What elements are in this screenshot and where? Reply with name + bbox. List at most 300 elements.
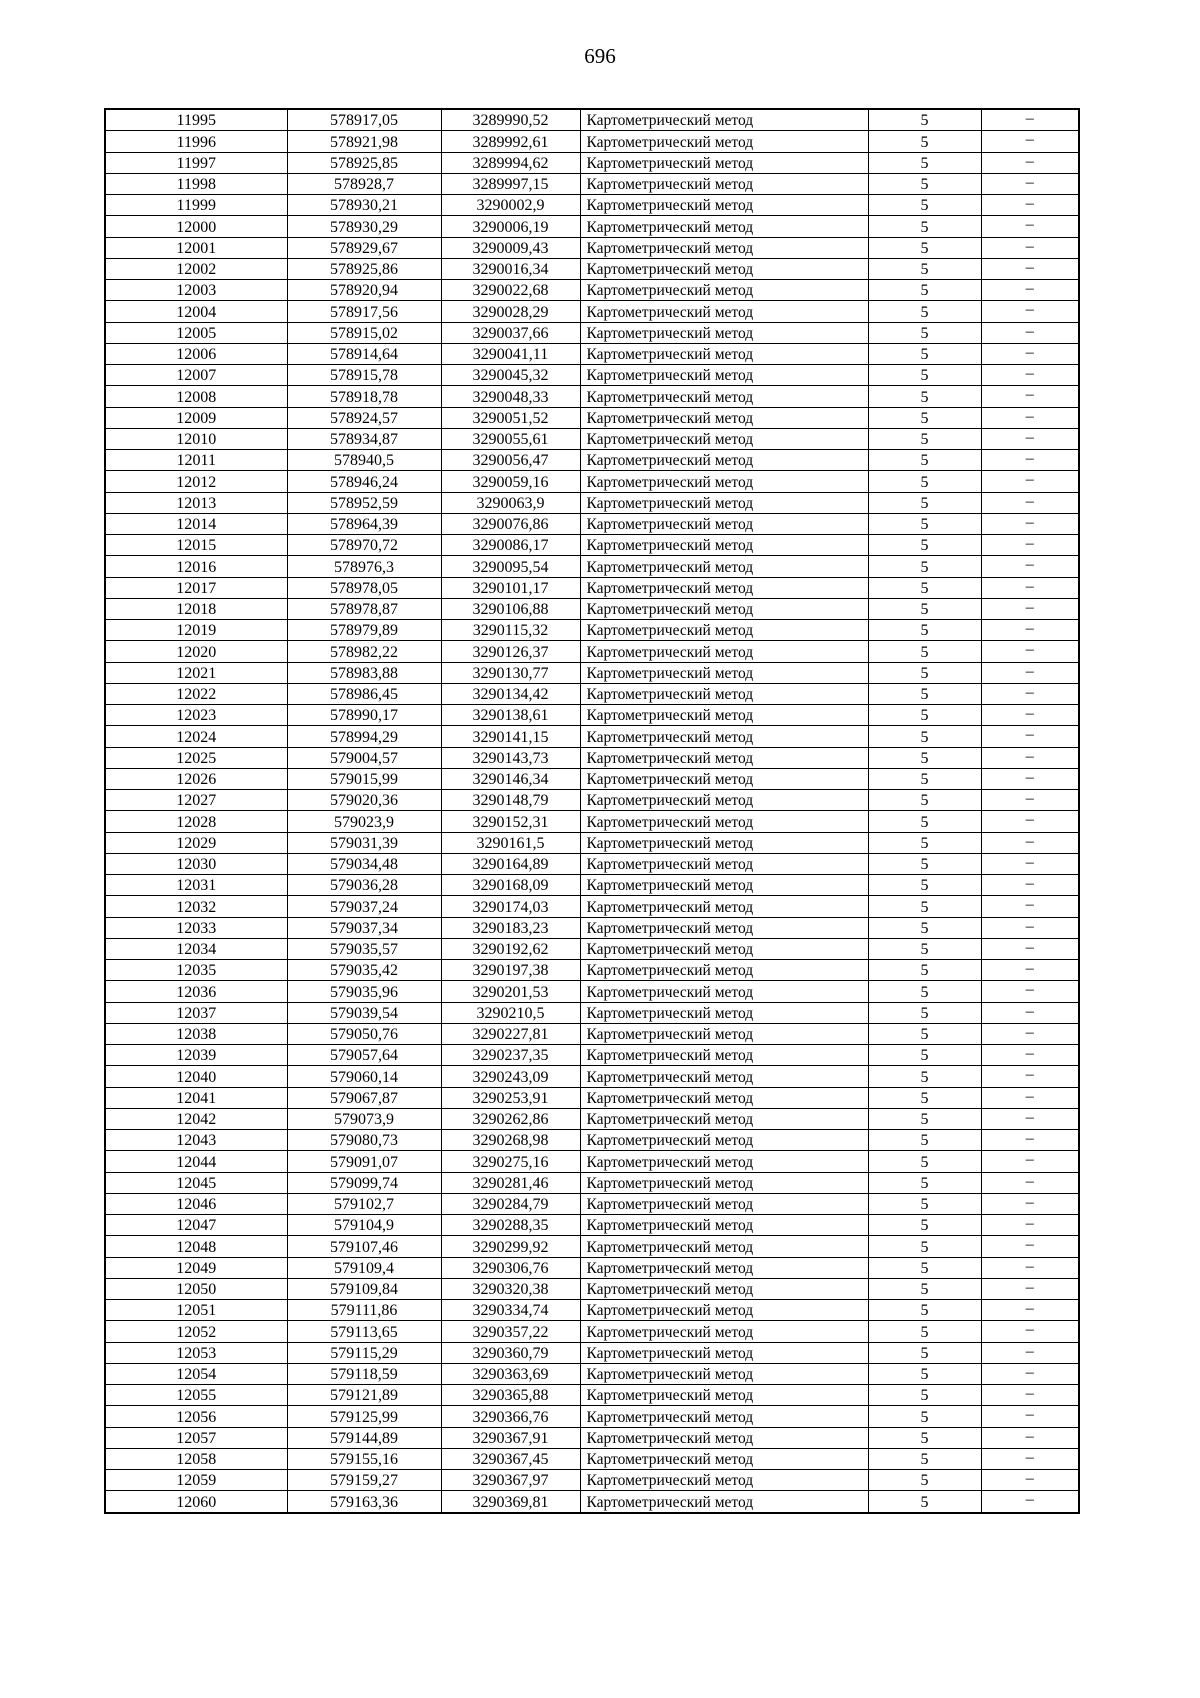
accuracy-cell: 5 — [868, 641, 981, 662]
point-number-cell: 12052 — [105, 1321, 287, 1342]
y-coordinate-cell: 3290101,17 — [441, 577, 580, 598]
table-row — [105, 641, 1079, 662]
x-coordinate-cell: 578964,39 — [287, 513, 441, 534]
point-number-cell: 12016 — [105, 556, 287, 577]
method-cell: Картометрический метод — [580, 1300, 868, 1321]
x-coordinate-cell: 578920,94 — [287, 280, 441, 301]
y-coordinate-cell: 3290141,15 — [441, 726, 580, 747]
accuracy-cell: 5 — [868, 407, 981, 428]
y-coordinate-cell: 3290138,61 — [441, 705, 580, 726]
y-coordinate-cell: 3290320,38 — [441, 1278, 580, 1299]
table-row — [105, 1045, 1079, 1066]
accuracy-cell: 5 — [868, 896, 981, 917]
method-cell: Картометрический метод — [580, 1215, 868, 1236]
method-cell: Картометрический метод — [580, 1427, 868, 1448]
note-cell: – — [981, 1278, 1079, 1299]
y-coordinate-cell: 3290028,29 — [441, 301, 580, 322]
y-coordinate-cell: 3290243,09 — [441, 1066, 580, 1087]
table-row — [105, 343, 1079, 364]
method-cell: Картометрический метод — [580, 938, 868, 959]
page-number: 696 — [584, 44, 616, 68]
y-coordinate-cell: 3289990,52 — [441, 109, 580, 131]
method-cell: Картометрический метод — [580, 811, 868, 832]
x-coordinate-cell: 578930,21 — [287, 195, 441, 216]
table-row — [105, 237, 1079, 258]
table-row — [105, 1385, 1079, 1406]
note-cell: – — [981, 683, 1079, 704]
y-coordinate-cell: 3290161,5 — [441, 832, 580, 853]
table-row — [105, 1321, 1079, 1342]
point-number-cell: 12018 — [105, 598, 287, 619]
point-number-cell: 12031 — [105, 875, 287, 896]
y-coordinate-cell: 3290363,69 — [441, 1363, 580, 1384]
note-cell: – — [981, 1172, 1079, 1193]
x-coordinate-cell: 579144,89 — [287, 1427, 441, 1448]
point-number-cell: 12046 — [105, 1193, 287, 1214]
note-cell: – — [981, 513, 1079, 534]
table-row — [105, 131, 1079, 152]
y-coordinate-cell: 3290192,62 — [441, 938, 580, 959]
table-row — [105, 811, 1079, 832]
y-coordinate-cell: 3290016,34 — [441, 258, 580, 279]
point-number-cell: 12009 — [105, 407, 287, 428]
x-coordinate-cell: 578952,59 — [287, 492, 441, 513]
accuracy-cell: 5 — [868, 492, 981, 513]
table-row — [105, 152, 1079, 173]
y-coordinate-cell: 3290009,43 — [441, 237, 580, 258]
x-coordinate-cell: 578918,78 — [287, 386, 441, 407]
y-coordinate-cell: 3290369,81 — [441, 1491, 580, 1513]
accuracy-cell: 5 — [868, 152, 981, 173]
y-coordinate-cell: 3290048,33 — [441, 386, 580, 407]
x-coordinate-cell: 578990,17 — [287, 705, 441, 726]
table-row — [105, 1363, 1079, 1384]
table-row — [105, 1257, 1079, 1278]
point-number-cell: 12022 — [105, 683, 287, 704]
table-row — [105, 747, 1079, 768]
x-coordinate-cell: 578978,87 — [287, 598, 441, 619]
method-cell: Картометрический метод — [580, 790, 868, 811]
point-number-cell: 12030 — [105, 853, 287, 874]
accuracy-cell: 5 — [868, 195, 981, 216]
point-number-cell: 11999 — [105, 195, 287, 216]
y-coordinate-cell: 3290367,97 — [441, 1470, 580, 1491]
point-number-cell: 12020 — [105, 641, 287, 662]
x-coordinate-cell: 579109,4 — [287, 1257, 441, 1278]
method-cell: Картометрический метод — [580, 683, 868, 704]
table-row — [105, 301, 1079, 322]
note-cell: – — [981, 1193, 1079, 1214]
x-coordinate-cell: 579155,16 — [287, 1448, 441, 1469]
note-cell: – — [981, 258, 1079, 279]
method-cell: Картометрический метод — [580, 853, 868, 874]
method-cell: Картометрический метод — [580, 1385, 868, 1406]
accuracy-cell: 5 — [868, 1045, 981, 1066]
accuracy-cell: 5 — [868, 1491, 981, 1513]
method-cell: Картометрический метод — [580, 1066, 868, 1087]
method-cell: Картометрический метод — [580, 386, 868, 407]
method-cell: Картометрический метод — [580, 1023, 868, 1044]
y-coordinate-cell: 3290037,66 — [441, 322, 580, 343]
x-coordinate-cell: 578976,3 — [287, 556, 441, 577]
y-coordinate-cell: 3290334,74 — [441, 1300, 580, 1321]
table-row — [105, 471, 1079, 492]
y-coordinate-cell: 3290366,76 — [441, 1406, 580, 1427]
point-number-cell: 12011 — [105, 450, 287, 471]
point-number-cell: 12040 — [105, 1066, 287, 1087]
y-coordinate-cell: 3290143,73 — [441, 747, 580, 768]
note-cell: – — [981, 620, 1079, 641]
method-cell: Картометрический метод — [580, 662, 868, 683]
x-coordinate-cell: 579057,64 — [287, 1045, 441, 1066]
point-number-cell: 12039 — [105, 1045, 287, 1066]
accuracy-cell: 5 — [868, 726, 981, 747]
method-cell: Картометрический метод — [580, 875, 868, 896]
accuracy-cell: 5 — [868, 705, 981, 726]
y-coordinate-cell: 3290086,17 — [441, 535, 580, 556]
note-cell: – — [981, 1215, 1079, 1236]
method-cell: Картометрический метод — [580, 280, 868, 301]
table-row — [105, 1491, 1079, 1513]
x-coordinate-cell: 578914,64 — [287, 343, 441, 364]
table-row — [105, 365, 1079, 386]
note-cell: – — [981, 450, 1079, 471]
y-coordinate-cell: 3290284,79 — [441, 1193, 580, 1214]
table-row — [105, 875, 1079, 896]
accuracy-cell: 5 — [868, 365, 981, 386]
table-row — [105, 705, 1079, 726]
accuracy-cell: 5 — [868, 1321, 981, 1342]
accuracy-cell: 5 — [868, 981, 981, 1002]
point-number-cell: 12003 — [105, 280, 287, 301]
method-cell: Картометрический метод — [580, 981, 868, 1002]
table-row — [105, 981, 1079, 1002]
method-cell: Картометрический метод — [580, 1087, 868, 1108]
point-number-cell: 12007 — [105, 365, 287, 386]
point-number-cell: 12058 — [105, 1448, 287, 1469]
note-cell: – — [981, 811, 1079, 832]
method-cell: Картометрический метод — [580, 1342, 868, 1363]
method-cell: Картометрический метод — [580, 1406, 868, 1427]
y-coordinate-cell: 3290152,31 — [441, 811, 580, 832]
accuracy-cell: 5 — [868, 1108, 981, 1129]
method-cell: Картометрический метод — [580, 1151, 868, 1172]
table-row — [105, 1193, 1079, 1214]
table-row — [105, 216, 1079, 237]
x-coordinate-cell: 579035,57 — [287, 938, 441, 959]
x-coordinate-cell: 579109,84 — [287, 1278, 441, 1299]
note-cell: – — [981, 1406, 1079, 1427]
point-number-cell: 12000 — [105, 216, 287, 237]
accuracy-cell: 5 — [868, 1448, 981, 1469]
table-row — [105, 1236, 1079, 1257]
method-cell: Картометрический метод — [580, 407, 868, 428]
x-coordinate-cell: 578915,78 — [287, 365, 441, 386]
table-row — [105, 662, 1079, 683]
y-coordinate-cell: 3290367,45 — [441, 1448, 580, 1469]
note-cell: – — [981, 1257, 1079, 1278]
note-cell: – — [981, 1087, 1079, 1108]
y-coordinate-cell: 3290168,09 — [441, 875, 580, 896]
coordinates-table — [104, 108, 1080, 1514]
method-cell: Картометрический метод — [580, 1108, 868, 1129]
method-cell: Картометрический метод — [580, 322, 868, 343]
method-cell: Картометрический метод — [580, 747, 868, 768]
table-row — [105, 280, 1079, 301]
x-coordinate-cell: 578925,85 — [287, 152, 441, 173]
y-coordinate-cell: 3290197,38 — [441, 960, 580, 981]
accuracy-cell: 5 — [868, 1385, 981, 1406]
method-cell: Картометрический метод — [580, 1002, 868, 1023]
table-row — [105, 1172, 1079, 1193]
accuracy-cell: 5 — [868, 1130, 981, 1151]
note-cell: – — [981, 1236, 1079, 1257]
method-cell: Картометрический метод — [580, 768, 868, 789]
x-coordinate-cell: 579050,76 — [287, 1023, 441, 1044]
accuracy-cell: 5 — [868, 556, 981, 577]
table-row — [105, 1002, 1079, 1023]
x-coordinate-cell: 578924,57 — [287, 407, 441, 428]
accuracy-cell: 5 — [868, 662, 981, 683]
note-cell: – — [981, 535, 1079, 556]
x-coordinate-cell: 578978,05 — [287, 577, 441, 598]
x-coordinate-cell: 578928,7 — [287, 173, 441, 194]
note-cell: – — [981, 237, 1079, 258]
x-coordinate-cell: 578982,22 — [287, 641, 441, 662]
method-cell: Картометрический метод — [580, 577, 868, 598]
point-number-cell: 11996 — [105, 131, 287, 152]
x-coordinate-cell: 579004,57 — [287, 747, 441, 768]
point-number-cell: 12043 — [105, 1130, 287, 1151]
x-coordinate-cell: 578917,56 — [287, 301, 441, 322]
y-coordinate-cell: 3290146,34 — [441, 768, 580, 789]
y-coordinate-cell: 3289992,61 — [441, 131, 580, 152]
accuracy-cell: 5 — [868, 1193, 981, 1214]
point-number-cell: 12002 — [105, 258, 287, 279]
y-coordinate-cell: 3290063,9 — [441, 492, 580, 513]
method-cell: Картометрический метод — [580, 365, 868, 386]
accuracy-cell: 5 — [868, 1172, 981, 1193]
note-cell: – — [981, 322, 1079, 343]
method-cell: Картометрический метод — [580, 1448, 868, 1469]
y-coordinate-cell: 3290360,79 — [441, 1342, 580, 1363]
method-cell: Картометрический метод — [580, 1470, 868, 1491]
method-cell: Картометрический метод — [580, 641, 868, 662]
note-cell: – — [981, 343, 1079, 364]
method-cell: Картометрический метод — [580, 152, 868, 173]
table-row — [105, 832, 1079, 853]
x-coordinate-cell: 579037,34 — [287, 917, 441, 938]
table-row — [105, 450, 1079, 471]
x-coordinate-cell: 579031,39 — [287, 832, 441, 853]
x-coordinate-cell: 578986,45 — [287, 683, 441, 704]
note-cell: – — [981, 875, 1079, 896]
x-coordinate-cell: 579159,27 — [287, 1470, 441, 1491]
table-row — [105, 535, 1079, 556]
point-number-cell: 12042 — [105, 1108, 287, 1129]
accuracy-cell: 5 — [868, 450, 981, 471]
point-number-cell: 11995 — [105, 109, 287, 131]
method-cell: Картометрический метод — [580, 1045, 868, 1066]
note-cell: – — [981, 917, 1079, 938]
note-cell: – — [981, 1045, 1079, 1066]
accuracy-cell: 5 — [868, 131, 981, 152]
x-coordinate-cell: 579039,54 — [287, 1002, 441, 1023]
note-cell: – — [981, 853, 1079, 874]
y-coordinate-cell: 3290134,42 — [441, 683, 580, 704]
note-cell: – — [981, 641, 1079, 662]
note-cell: – — [981, 407, 1079, 428]
y-coordinate-cell: 3290281,46 — [441, 1172, 580, 1193]
note-cell: – — [981, 662, 1079, 683]
point-number-cell: 12013 — [105, 492, 287, 513]
note-cell: – — [981, 365, 1079, 386]
method-cell: Картометрический метод — [580, 896, 868, 917]
note-cell: – — [981, 1151, 1079, 1172]
point-number-cell: 11997 — [105, 152, 287, 173]
accuracy-cell: 5 — [868, 1300, 981, 1321]
method-cell: Картометрический метод — [580, 450, 868, 471]
y-coordinate-cell: 3290006,19 — [441, 216, 580, 237]
table-row — [105, 768, 1079, 789]
method-cell: Картометрический метод — [580, 1130, 868, 1151]
x-coordinate-cell: 578930,29 — [287, 216, 441, 237]
x-coordinate-cell: 578979,89 — [287, 620, 441, 641]
y-coordinate-cell: 3290076,86 — [441, 513, 580, 534]
x-coordinate-cell: 579121,89 — [287, 1385, 441, 1406]
y-coordinate-cell: 3290164,89 — [441, 853, 580, 874]
x-coordinate-cell: 578983,88 — [287, 662, 441, 683]
accuracy-cell: 5 — [868, 258, 981, 279]
x-coordinate-cell: 578970,72 — [287, 535, 441, 556]
accuracy-cell: 5 — [868, 471, 981, 492]
note-cell: – — [981, 1363, 1079, 1384]
note-cell: – — [981, 726, 1079, 747]
point-number-cell: 12033 — [105, 917, 287, 938]
table-row — [105, 1470, 1079, 1491]
y-coordinate-cell: 3290357,22 — [441, 1321, 580, 1342]
y-coordinate-cell: 3290126,37 — [441, 641, 580, 662]
method-cell: Картометрический метод — [580, 832, 868, 853]
accuracy-cell: 5 — [868, 1363, 981, 1384]
note-cell: – — [981, 938, 1079, 959]
method-cell: Картометрический метод — [580, 173, 868, 194]
y-coordinate-cell: 3290041,11 — [441, 343, 580, 364]
accuracy-cell: 5 — [868, 1066, 981, 1087]
y-coordinate-cell: 3290130,77 — [441, 662, 580, 683]
method-cell: Картометрический метод — [580, 492, 868, 513]
point-number-cell: 12054 — [105, 1363, 287, 1384]
table-row — [105, 577, 1079, 598]
accuracy-cell: 5 — [868, 747, 981, 768]
method-cell: Картометрический метод — [580, 195, 868, 216]
x-coordinate-cell: 579067,87 — [287, 1087, 441, 1108]
x-coordinate-cell: 579102,7 — [287, 1193, 441, 1214]
point-number-cell: 11998 — [105, 173, 287, 194]
point-number-cell: 12047 — [105, 1215, 287, 1236]
table-row — [105, 1023, 1079, 1044]
point-number-cell: 12036 — [105, 981, 287, 1002]
x-coordinate-cell: 579023,9 — [287, 811, 441, 832]
method-cell: Картометрический метод — [580, 301, 868, 322]
note-cell: – — [981, 173, 1079, 194]
x-coordinate-cell: 579036,28 — [287, 875, 441, 896]
table-row — [105, 109, 1079, 131]
accuracy-cell: 5 — [868, 768, 981, 789]
accuracy-cell: 5 — [868, 1406, 981, 1427]
table-row — [105, 683, 1079, 704]
x-coordinate-cell: 578929,67 — [287, 237, 441, 258]
method-cell: Картометрический метод — [580, 1491, 868, 1513]
y-coordinate-cell: 3290002,9 — [441, 195, 580, 216]
y-coordinate-cell: 3290045,32 — [441, 365, 580, 386]
point-number-cell: 12026 — [105, 768, 287, 789]
y-coordinate-cell: 3290288,35 — [441, 1215, 580, 1236]
method-cell: Картометрический метод — [580, 237, 868, 258]
note-cell: – — [981, 1342, 1079, 1363]
point-number-cell: 12017 — [105, 577, 287, 598]
table-row — [105, 1427, 1079, 1448]
point-number-cell: 12035 — [105, 960, 287, 981]
table-row — [105, 1087, 1079, 1108]
point-number-cell: 12008 — [105, 386, 287, 407]
note-cell: – — [981, 131, 1079, 152]
y-coordinate-cell: 3290237,35 — [441, 1045, 580, 1066]
y-coordinate-cell: 3290365,88 — [441, 1385, 580, 1406]
method-cell: Картометрический метод — [580, 1172, 868, 1193]
x-coordinate-cell: 578994,29 — [287, 726, 441, 747]
accuracy-cell: 5 — [868, 513, 981, 534]
accuracy-cell: 5 — [868, 173, 981, 194]
method-cell: Картометрический метод — [580, 598, 868, 619]
point-number-cell: 12057 — [105, 1427, 287, 1448]
note-cell: – — [981, 896, 1079, 917]
accuracy-cell: 5 — [868, 1278, 981, 1299]
y-coordinate-cell: 3290201,53 — [441, 981, 580, 1002]
table-row — [105, 853, 1079, 874]
note-cell: – — [981, 1321, 1079, 1342]
table-row — [105, 1151, 1079, 1172]
method-cell: Картометрический метод — [580, 428, 868, 449]
note-cell: – — [981, 960, 1079, 981]
accuracy-cell: 5 — [868, 875, 981, 896]
note-cell: – — [981, 705, 1079, 726]
x-coordinate-cell: 579073,9 — [287, 1108, 441, 1129]
x-coordinate-cell: 579111,86 — [287, 1300, 441, 1321]
accuracy-cell: 5 — [868, 790, 981, 811]
point-number-cell: 12012 — [105, 471, 287, 492]
point-number-cell: 12044 — [105, 1151, 287, 1172]
note-cell: – — [981, 195, 1079, 216]
accuracy-cell: 5 — [868, 1087, 981, 1108]
y-coordinate-cell: 3289997,15 — [441, 173, 580, 194]
y-coordinate-cell: 3290262,86 — [441, 1108, 580, 1129]
table-row — [105, 556, 1079, 577]
accuracy-cell: 5 — [868, 1427, 981, 1448]
table-row — [105, 492, 1079, 513]
y-coordinate-cell: 3290095,54 — [441, 556, 580, 577]
note-cell: – — [981, 1023, 1079, 1044]
note-cell: – — [981, 598, 1079, 619]
accuracy-cell: 5 — [868, 301, 981, 322]
accuracy-cell: 5 — [868, 577, 981, 598]
accuracy-cell: 5 — [868, 938, 981, 959]
table-row — [105, 726, 1079, 747]
point-number-cell: 12025 — [105, 747, 287, 768]
note-cell: – — [981, 1448, 1079, 1469]
x-coordinate-cell: 579115,29 — [287, 1342, 441, 1363]
note-cell: – — [981, 1427, 1079, 1448]
